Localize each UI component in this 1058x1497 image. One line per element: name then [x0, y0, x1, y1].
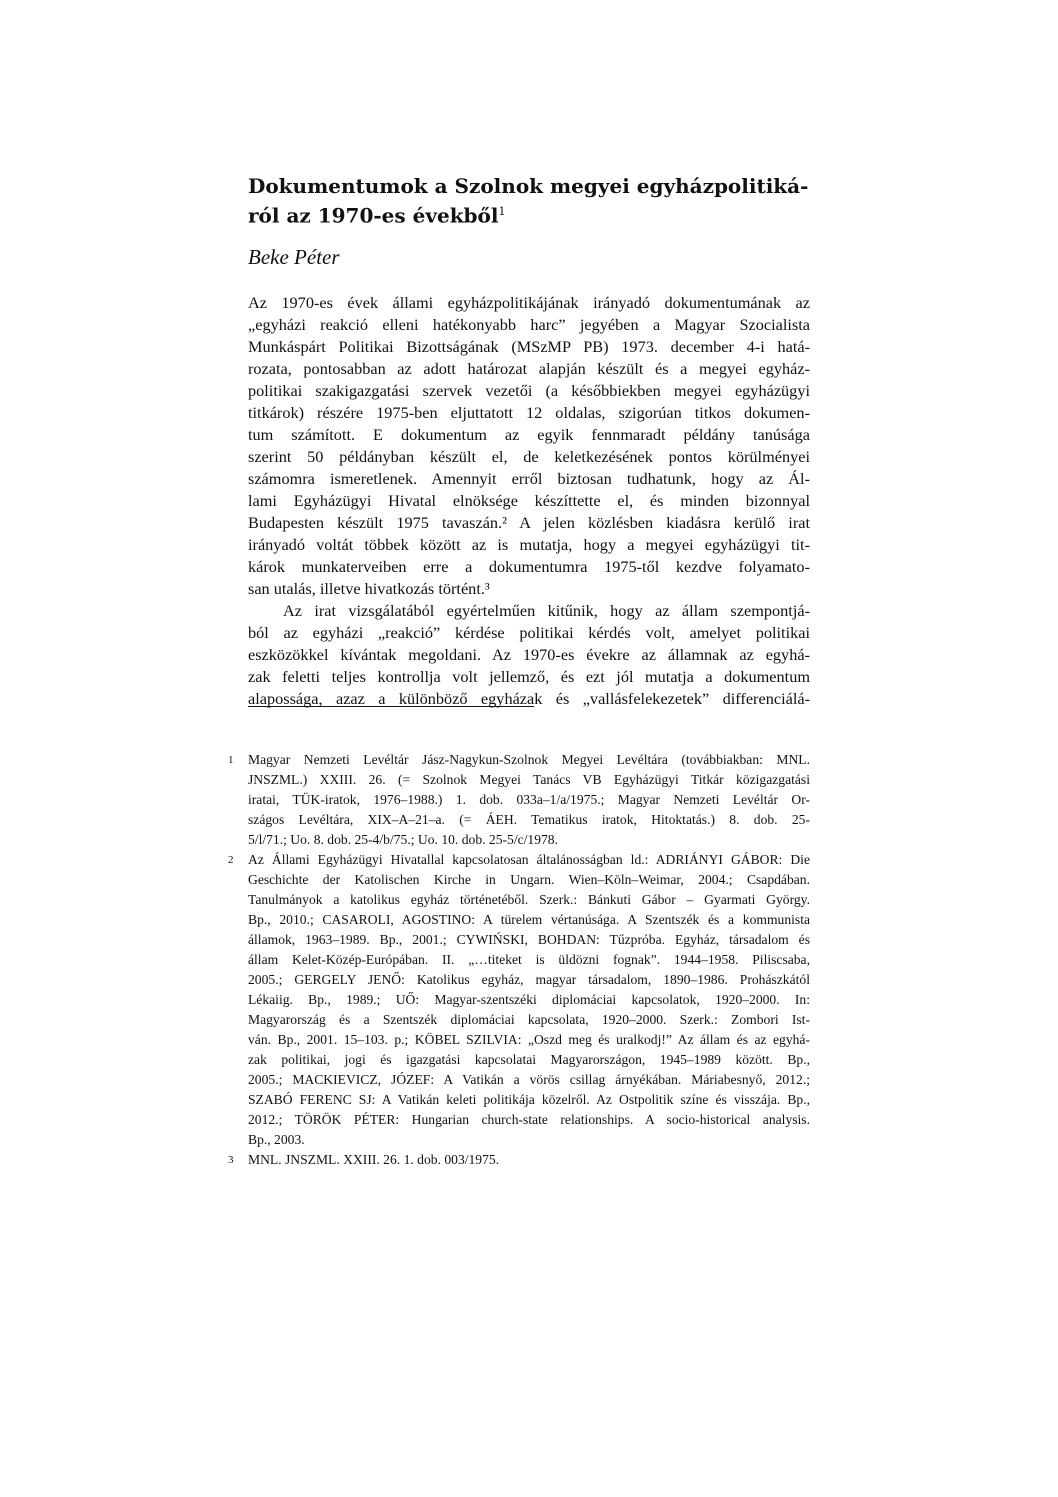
body-line: san utalás, illetve hivatkozás történt.³ [248, 579, 490, 598]
body-line: eszközökkel kívántak megoldani. Az 1970-es évekre az államnak az egyhá- [248, 645, 810, 664]
body-line: lami Egyházügyi Hivatal elnöksége készíttette el, és minden bizonnyal [248, 491, 810, 510]
body-line: alapossága, azaz a különböző egyházak és „vallásfelekezetek” differenciálá- [248, 689, 810, 708]
footnote-line: Tanulmányok a katolikus egyház történetéből. Szerk.: Bánkuti Gábor – Gyarmati György. [248, 892, 810, 907]
footnote-divider [248, 706, 534, 707]
footnote-line: MNL. JNSZML. XXIII. 26. 1. dob. 003/1975. [248, 1152, 500, 1167]
footnote-number: 3 [228, 1154, 234, 1166]
footnote-line: iratai, TÜK-iratok, 1976–1988.) 1. dob. 033a–1/a/1975.; Magyar Nemzeti Levéltár Or- [248, 792, 810, 807]
footnote-line: JNSZML.) XXIII. 26. (= Szolnok Megyei Tanács VB Egyházügyi Titkár közigazgatási [248, 772, 810, 787]
body-line: ból az egyházi „reakció” kérdése politikai kérdés volt, amelyet politikai [248, 623, 810, 642]
body-line: „egyházi reakció elleni hatékonyabb harc” jegyében a Magyar Szocialista [248, 315, 810, 334]
body-line: irányadó voltát többek között az is mutatja, hogy a megyei egyházügyi tit- [248, 535, 810, 554]
title-line-1: Dokumentumok a Szolnok megyei egyházpolitiká- [248, 174, 809, 198]
footnote-line: ván. Bp., 2001. 15–103. p.; KÖBEL SZILVIA: „Oszd meg és uralkodj!” Az állam és az egyhá- [248, 1032, 810, 1047]
article-title [248, 173, 810, 229]
footnote-line: zak politikai, jogi és igazgatási kapcsolatai Magyarországon, 1945–1989 között. Bp., [248, 1052, 810, 1067]
footnote-line: SZABÓ FERENC SJ: A Vatikán keleti politikája közelről. Az Ostpolitik színe és visszája. Bp., [248, 1092, 810, 1107]
footnote-line: Bp., 2010.; CASAROLI, AGOSTINO: A türelem vértanúsága. A Szentszék és a kommunista [248, 912, 810, 927]
footnote-line: szágos Levéltára, XIX–A–21–a. (= ÁEH. Tematikus iratok, Hitoktatás.) 8. dob. 25- [248, 812, 810, 827]
footnote-line: 5/l/71.; Uo. 8. dob. 25-4/b/75.; Uo. 10. dob. 25-5/c/1978. [248, 832, 559, 847]
footnote-number: 1 [228, 754, 234, 766]
body-line: tum számított. E dokumentum az egyik fennmaradt példány tanúsága [248, 425, 810, 444]
body-line: szerint 50 példányban készült el, de keletkezésének pontos körülményei [248, 447, 810, 466]
footnote-line: Magyar Nemzeti Levéltár Jász-Nagykun-Szolnok Megyei Levéltára (továbbiakban: MNL. [248, 752, 810, 767]
body-line: titkárok) részére 1975-ben eljuttatott 12 oldalas, szigorúan titkos dokumen- [248, 403, 810, 422]
body-line: Budapesten készült 1975 tavaszán.² A jelen közlésben kiadásra kerülő irat [248, 513, 810, 532]
footnote-line: 2005.; MACKIEVICZ, JÓZEF: A Vatikán a vörös csillag árnyékában. Máriabesnyő, 2012.; [248, 1072, 810, 1087]
title-line-2: ról az 1970-es évekből [248, 203, 499, 228]
footnote-number: 2 [228, 854, 234, 866]
footnote-line: Az Állami Egyházügyi Hivatallal kapcsolatosan általánosságban ld.: ADRIÁNYI GÁBOR: Die [248, 852, 810, 867]
footnote-line: Magyarország és a Szentszék diplomáciai kapcsolata, 1920–2000. Szerk.: Zombori Ist- [248, 1012, 810, 1027]
body-line: Az irat vizsgálatából egyértelműen kitűnik, hogy az állam szempontjá- [283, 601, 810, 620]
body-line: károk munkaterveiben erre a dokumentumra 1975-től kezdve folyamato- [248, 557, 810, 576]
footnote-line: állam Kelet-Közép-Európában. II. „…titeket is üldözni fognak”. 1944–1958. Piliscsaba, [248, 952, 810, 967]
footnote-line: 2005.; GERGELY JENŐ: Katolikus egyház, magyar társadalom, 1890–1986. Prohászkától [248, 972, 810, 987]
footnote-line: 2012.; TÖRÖK PÉTER: Hungarian church-state relationships. A socio-historical analysis. [248, 1112, 810, 1127]
body-line: zak feletti teljes kontrollja volt jellemző, és ezt jól mutatja a dokumentum [248, 667, 810, 686]
footnote-line: Lékaiig. Bp., 1989.; UŐ: Magyar-szentszéki diplomáciai kapcsolatok, 1920–2000. In: [248, 992, 810, 1007]
footnote-line: Bp., 2003. [248, 1132, 305, 1147]
body-line: Az 1970-es évek állami egyházpolitikájának irányadó dokumentumának az [248, 293, 810, 312]
footnote-line: államok, 1963–1989. Bp., 2001.; CYWIŃSKI, BOHDAN: Tűzpróba. Egyház, társadalom és [248, 932, 810, 947]
body-line: rozata, pontosabban az adott határozat alapján készült és a megyei egyház- [248, 359, 810, 378]
author-name: Beke Péter [248, 245, 340, 269]
body-line: számomra ismeretlenek. Amennyit erről biztosan tudhatunk, hogy az Ál- [248, 469, 810, 488]
body-line: Munkáspárt Politikai Bizottságának (MSzMP PB) 1973. december 4-i hatá- [248, 337, 810, 356]
footnote-line: Geschichte der Katolischen Kirche in Ungarn. Wien–Köln–Weimar, 2004.; Csapdában. [248, 872, 810, 887]
body-line: politikai szakigazgatási szervek vezetői (a későbbiekben megyei egyházügyi [248, 381, 810, 400]
title-footnote-ref[interactable]: 1 [498, 205, 506, 218]
